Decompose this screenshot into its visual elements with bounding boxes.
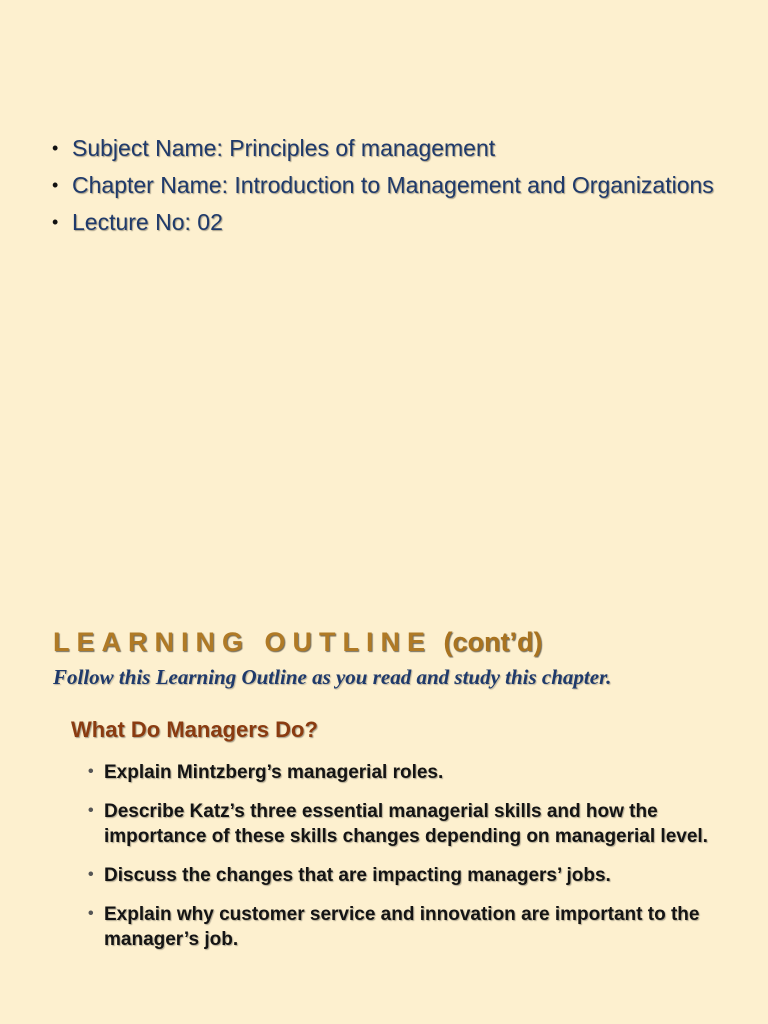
bullet-icon: • (88, 802, 94, 819)
section-heading: What Do Managers Do? (71, 717, 318, 742)
list-item (88, 799, 708, 849)
slide-title (53, 627, 543, 658)
lecture-number-item (52, 207, 718, 238)
list-item (88, 863, 708, 888)
slide-subtitle: Follow this Learning Outline as you read and study this chapter. (53, 665, 612, 689)
list-item-text: Discuss the changes that are impacting managers’ jobs. (104, 865, 611, 886)
list-item-text: Explain Mintzberg’s managerial roles. (104, 762, 444, 783)
bullet-icon: • (52, 138, 59, 158)
list-item (88, 760, 708, 785)
title-main: LEARNING OUTLINE (53, 627, 432, 657)
chapter-name-text: Chapter Name: Introduction to Management and Organizations (72, 172, 714, 198)
slide-learning-outline (0, 615, 768, 1024)
bullet-icon: • (88, 866, 94, 883)
bullet-icon: • (52, 175, 59, 195)
list-item (88, 902, 708, 952)
bullet-icon: • (88, 905, 94, 922)
list-item-text: Describe Katz’s three essential managerial skills and how the importance of these skills changes depending on managerial level. (104, 801, 708, 847)
learning-outline-list (88, 760, 708, 966)
slide-subject-info (0, 0, 768, 500)
title-suffix: (cont’d) (443, 627, 543, 657)
bullet-icon: • (88, 763, 94, 780)
lecture-number-text: Lecture No: 02 (72, 209, 223, 235)
subject-info-list (52, 133, 718, 244)
chapter-name-item (52, 170, 718, 201)
list-item-text: Explain why customer service and innovation are important to the manager’s job. (104, 904, 700, 950)
subject-name-item (52, 133, 718, 164)
bullet-icon: • (52, 212, 59, 232)
subject-name-text: Subject Name: Principles of management (72, 135, 496, 161)
